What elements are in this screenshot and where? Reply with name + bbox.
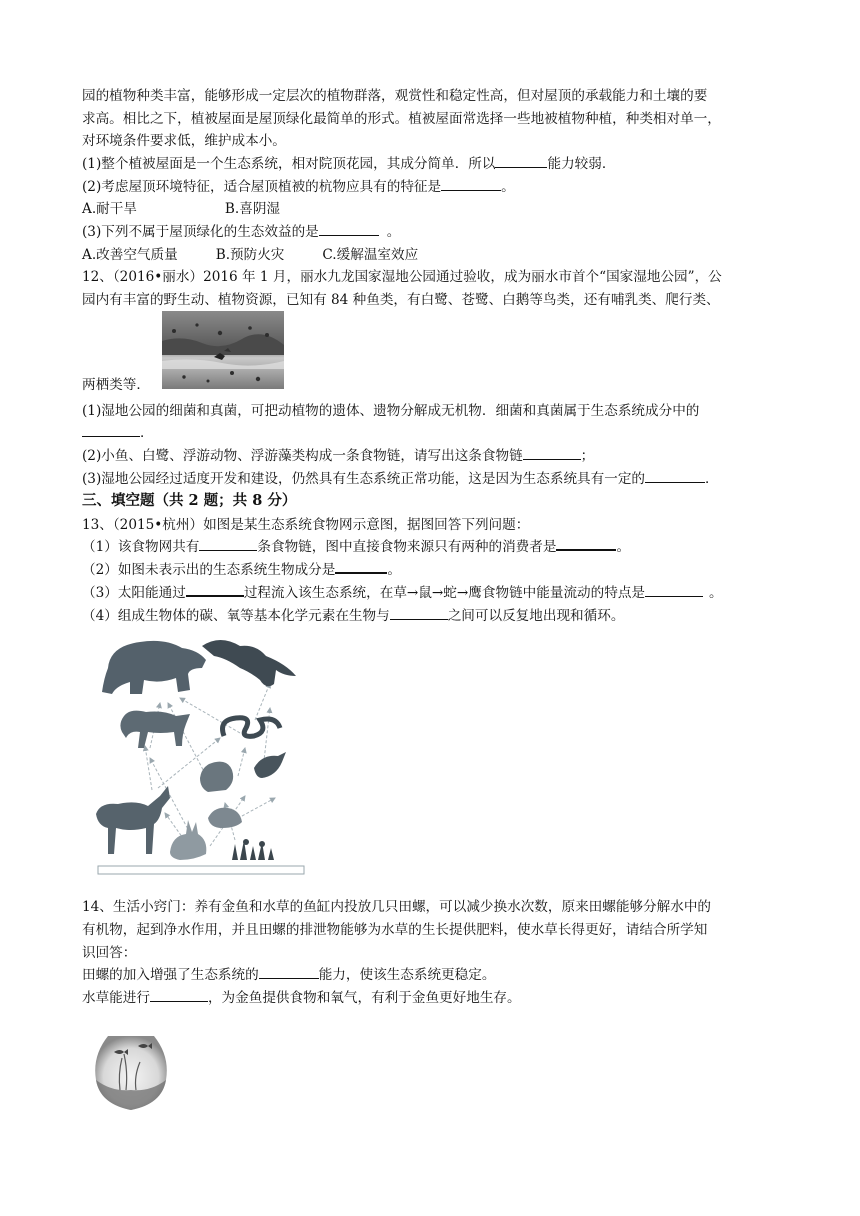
q11-part-3-suffix: 。 bbox=[386, 224, 401, 240]
answer-blank[interactable] bbox=[186, 583, 244, 597]
q12-line-1: 12、（2016•丽水）2016 年 1 月，丽水九龙国家湿地公园通过验收，成为丽水市首个“国家湿地公园”，公 bbox=[82, 269, 722, 285]
fox-illustration bbox=[200, 762, 233, 792]
q11-part-2 bbox=[82, 177, 515, 197]
q11-part-3 bbox=[82, 222, 400, 242]
q12-part-1-blank-line bbox=[82, 423, 154, 443]
q14-part-2 bbox=[82, 988, 521, 1008]
rabbit-illustration bbox=[170, 820, 206, 860]
q13-part-3 bbox=[82, 583, 723, 603]
snake-illustration bbox=[223, 718, 281, 737]
q12-part-1-suffix: ． bbox=[140, 425, 154, 441]
q14-line-3: 识回答： bbox=[82, 945, 137, 961]
food-web-figure bbox=[90, 628, 315, 880]
answer-blank[interactable] bbox=[645, 470, 705, 483]
q12-part-3-suffix: ． bbox=[705, 471, 719, 487]
q12-part-1: (1)湿地公园的细菌和真菌，可把动植物的遗体、遗物分解成无机物．细菌和真菌属于生态系统成分中的 bbox=[82, 403, 700, 419]
q13-part-2-text: （2）如图未表示出的生态系统生物成分是 bbox=[82, 562, 336, 578]
q13-part-1-text: （1）该食物网共有 bbox=[82, 539, 200, 555]
option-b: B.预防火灾 bbox=[215, 247, 285, 263]
q11-part-3-text: (3)下列不属于屋顶绿化的生态效益的是 bbox=[82, 224, 319, 240]
q13-part-4-text: （4）组成生物体的碳、氧等基本化学元素在生物与 bbox=[82, 608, 390, 624]
answer-blank[interactable] bbox=[523, 447, 581, 460]
q13-part-3-suffix: 。 bbox=[709, 585, 723, 601]
q14-part-1 bbox=[82, 965, 495, 985]
grass-illustration bbox=[232, 839, 274, 860]
q12-part-2-text: (2)小鱼、白鹭、浮游动物、浮游藻类构成一条食物链，请写出这条食物链 bbox=[82, 448, 523, 464]
q12-line-3: 两栖类等． bbox=[82, 377, 150, 393]
q14-part-2-suffix: ，为金鱼提供食物和氧气，有利于金鱼更好地生存。 bbox=[207, 990, 521, 1006]
mouse-illustration bbox=[208, 808, 242, 828]
q11-part-3-options bbox=[82, 245, 418, 265]
wetland-photo bbox=[162, 311, 284, 389]
q13-part-4-suffix: 之间可以反复地出现和循环。 bbox=[447, 608, 625, 624]
option-c: C.缓解温室效应 bbox=[322, 247, 419, 263]
q11-part-1-text: (1)整个植被屋面是一个生态系统，相对院顶花园，其成分简单．所以 bbox=[82, 156, 496, 172]
q12-part-2 bbox=[82, 446, 594, 466]
answer-blank[interactable] bbox=[82, 424, 140, 437]
q12-part-3-text: (3)湿地公园经过适度开发和建设，仍然具有生态系统正常功能，这是因为生态系统具有一定的 bbox=[82, 471, 646, 487]
answer-blank[interactable] bbox=[199, 538, 257, 551]
q13-part-3-mid: 过程流入该生态系统，在草→鼠→蛇→鹰食物链中能量流动的特点是 bbox=[243, 585, 646, 601]
answer-blank[interactable] bbox=[335, 560, 387, 574]
q11-part-2-suffix: 。 bbox=[501, 179, 515, 195]
q13-part-1-suffix: 。 bbox=[616, 539, 631, 555]
q13-part-2 bbox=[82, 560, 401, 580]
q13-part-1 bbox=[82, 537, 630, 557]
answer-blank[interactable] bbox=[150, 989, 208, 1002]
ground-bar bbox=[98, 866, 304, 874]
deer-illustration bbox=[96, 786, 170, 854]
q14-part-2-text: 水草能进行 bbox=[82, 990, 150, 1006]
option-a: A.改善空气质量 bbox=[82, 247, 178, 263]
q13-part-4 bbox=[82, 606, 624, 626]
option-a: A.耐干旱 bbox=[82, 201, 137, 217]
q13-part-3-text: （3）太阳能通过 bbox=[82, 585, 186, 601]
section-heading: 三、填空题（共 2 题；共 8 分） bbox=[82, 492, 297, 509]
q11-part-2-text: (2)考虑屋顶环境特征，适合屋顶植被的杭物应具有的特征是 bbox=[82, 179, 442, 195]
answer-blank[interactable] bbox=[319, 223, 379, 236]
q14-line-2: 有机物，起到净水作用，并且田螺的排泄物能够为水草的生长提供肥料，使水草长得更好，请结合所学知 bbox=[82, 922, 708, 938]
q11-part-2-options bbox=[82, 199, 280, 219]
q14-line-1: 14、生活小窍门：养有金鱼和水草的鱼缸内投放几只田螺，可以减少换水次数，原来田螺能够分解水中的 bbox=[82, 899, 712, 915]
q13-stem: 13、（2015•杭州）如图是某生态系统食物网示意图，据图回答下列问题： bbox=[82, 517, 530, 533]
q11-passage-line-2: 求高。相比之下，植被屋面是屋顶绿化最简单的形式。植被屋面常选择一些地被植物种植，种类相对单一， bbox=[82, 111, 721, 127]
q11-passage-line-1: 园的植物种类丰富，能够形成一定层次的植物群落，观赏性和稳定性高，但对屋顶的承载能力和土壤的要 bbox=[82, 88, 708, 104]
answer-blank[interactable] bbox=[441, 178, 501, 191]
answer-blank[interactable] bbox=[645, 584, 703, 597]
q13-part-2-suffix: 。 bbox=[387, 562, 401, 578]
answer-blank[interactable] bbox=[556, 537, 616, 551]
eagle-illustration bbox=[202, 640, 296, 686]
answer-blank[interactable] bbox=[259, 966, 319, 979]
option-b: B.喜阴湿 bbox=[224, 201, 281, 217]
q11-part-1-suffix: 能力较弱． bbox=[547, 156, 616, 172]
bear-illustration bbox=[102, 641, 206, 694]
answer-blank[interactable] bbox=[495, 155, 547, 168]
wolf-illustration bbox=[120, 711, 190, 748]
q13-part-1-mid: 条食物链，图中直接食物来源只有两种的消费者是 bbox=[257, 539, 557, 555]
q14-part-1-suffix: 能力，使该生态系统更稳定。 bbox=[318, 967, 496, 983]
q11-part-1 bbox=[82, 154, 615, 174]
q12-part-2-suffix: ； bbox=[580, 448, 595, 464]
q12-line-2: 园内有丰富的野生动、植物资源，已知有 84 种鱼类，有白鹭、苍鹭、白鹅等鸟类，还有哺乳类、爬行类、 bbox=[82, 292, 720, 308]
q14-part-1-text: 田螺的加入增强了生态系统的 bbox=[82, 967, 259, 983]
q11-passage-line-3: 对环境条件要求低，维护成本小。 bbox=[82, 133, 286, 149]
bird-illustration bbox=[254, 752, 286, 778]
fish-bowl-figure bbox=[92, 1030, 170, 1112]
q12-part-3 bbox=[82, 469, 719, 489]
answer-blank[interactable] bbox=[390, 607, 448, 620]
